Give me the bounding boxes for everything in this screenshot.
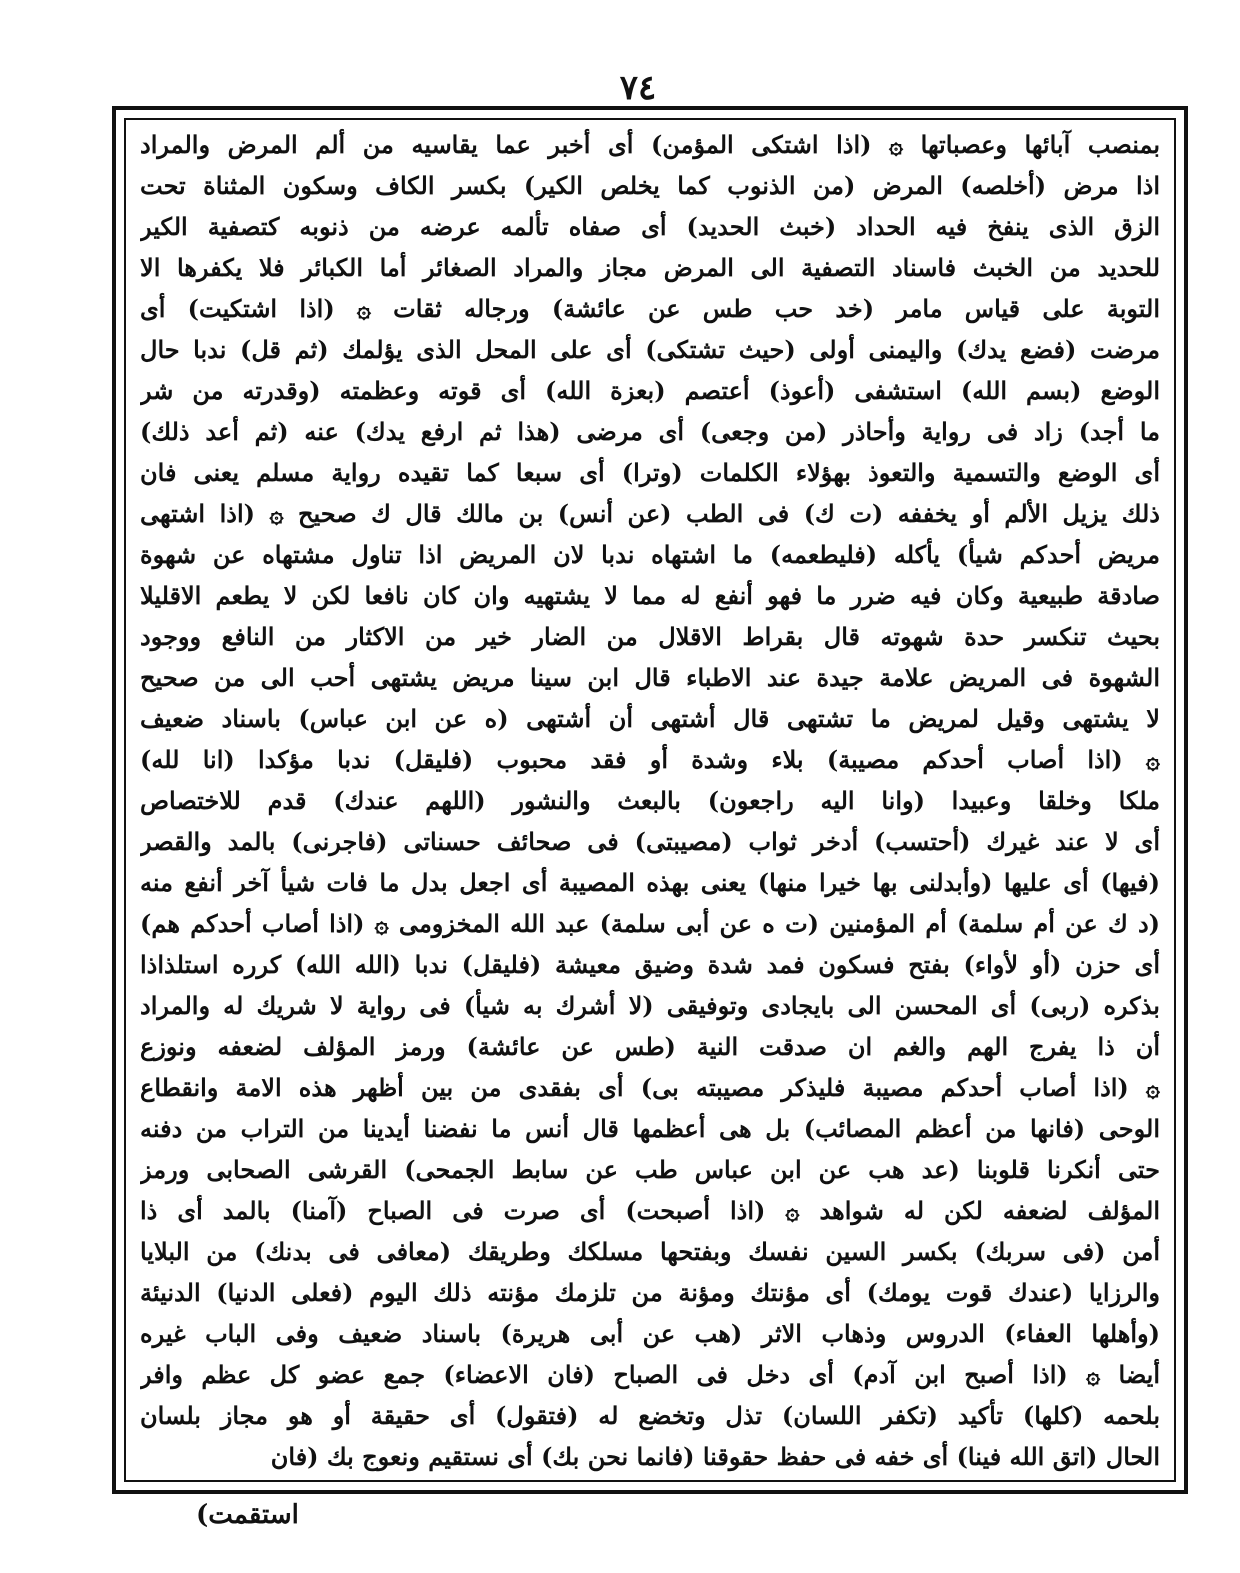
catchword: استقمت) <box>196 1500 299 1530</box>
text-line: حتى أنكرنا قلوبنا (عد هب عن ابن عباس طب عن سابط الجمحى) القرشى الصحابى ورمز <box>140 1155 1160 1184</box>
text-line: ملكا وخلقا وعبيدا (وانا اليه راجعون) بالبعث والنشور (اللهم عندك) قدم للاختصاص <box>140 786 1160 815</box>
text-line: اذا مرض (أخلصه) المرض (من الذنوب كما يخلص الكير) بكسر الكاف وسكون المثناة تحت <box>140 171 1160 200</box>
text-line: والرزايا (عندك قوت يومك) أى مؤنتك ومؤنة من تلزمك مؤنته ذلك اليوم (فعلى الدنيا) الدنيئة <box>140 1278 1160 1307</box>
text-line: أى لا عند غيرك (أحتسب) أدخر ثواب (مصيبتى) فى صحائف حسناتى (فاجرنى) بالمد والقصر <box>140 827 1160 856</box>
text-line: أيضا ۞ (اذا أصبح ابن آدم) أى دخل فى الصباح (فان الاعضاء) جمع عضو كل عظم وافر <box>140 1360 1160 1389</box>
text-line: الزق الذى ينفخ فيه الحداد (خبث الحديد) أى صفاه تألمه عرضه من ذنوبه كتصفية الكير <box>140 212 1160 241</box>
text-line: أن ذا يفرج الهم والغم ان صدقت النية (طس عن عائشة) ورمز المؤلف لضعفه ونوزع <box>140 1032 1160 1061</box>
text-line: أى الوضع والتسمية والتعوذ بهؤلاء الكلمات (وترا) أى سبعا كما تقيده رواية مسلم يعنى فان <box>140 458 1160 487</box>
text-line: للحديد من الخبث فاسناد التصفية الى المرض مجاز والمراد الصغائر أما الكبائر فلا يكفرها الا <box>140 253 1160 282</box>
text-line: بمنصب آبائها وعصباتها ۞ (اذا اشتكى المؤمن) أى أخبر عما يقاسيه من ألم المرض والمراد <box>140 130 1160 159</box>
text-line: الوحى (فانها من أعظم المصائب) بل هى أعظمها قال أنس ما نفضنا أيدينا من التراب من دفنه <box>140 1114 1160 1143</box>
text-line: (د ك عن أم سلمة) أم المؤمنين (ت ه عن أبى سلمة) عبد الله المخزومى ۞ (اذا أصاب أحدكم هم) <box>140 909 1160 938</box>
text-line: أى حزن (أو لأواء) بفتح فسكون فمد شدة وضيق معيشة (فليقل) ندبا (الله الله) كرره استلذاذا <box>140 950 1160 979</box>
text-line: الحال (اتق الله فينا) أى خفه فى حفظ حقوقنا (فانما نحن بك) أى نستقيم ونعوج بك (فان <box>270 1442 1160 1471</box>
text-line: بلحمه (كلها) تأكيد (تكفر اللسان) تذل وتخضع له (فتقول) أى حقيقة أو هو مجاز بلسان <box>140 1401 1160 1430</box>
text-line: بحيث تنكسر حدة شهوته قال بقراط الاقلال من الضار خير من الاكثار من النافع ووجود <box>140 622 1160 651</box>
text-line: بذكره (ربى) أى المحسن الى بايجادى وتوفيقى (لا أشرك به شيأ) فى رواية لا شريك له والمراد <box>140 991 1160 1020</box>
commentary-text-body <box>140 124 1160 1476</box>
text-line: أمن (فى سربك) بكسر السين نفسك وبفتحها مسلكك وطريقك (معافى فى بدنك) من البلايا <box>140 1237 1160 1266</box>
text-line: مرضت (فضع يدك) واليمنى أولى (حيث تشتكى) أى على المحل الذى يؤلمك (ثم قل) ندبا حال <box>140 335 1160 364</box>
text-line: الشهوة فى المريض علامة جيدة عند الاطباء قال ابن سينا مريض يشتهى أحب الى من صحيح <box>140 663 1160 692</box>
page-number: ٧٤ <box>619 68 657 108</box>
text-line: صادقة طبيعية وكان فيه ضرر ما فهو أنفع له مما لا يشتهيه وان كان نافعا لكن لا يطعم الاقليلا <box>140 581 1160 610</box>
text-line: ۞ (اذا أصاب أحدكم مصيبة فليذكر مصيبته بى) أى بفقدى من بين أظهر هذه الامة وانقطاع <box>140 1073 1160 1102</box>
text-line: (فيها) أى عليها (وأبدلنى بها خيرا منها) يعنى بهذه المصيبة أى اجعل بدل ما فات شيأ آخر أنفع منه <box>140 868 1160 897</box>
text-line: التوبة على قياس مامر (خد حب طس عن عائشة) ورجاله ثقات ۞ (اذا اشتكيت) أى <box>140 294 1160 323</box>
text-line: مريض أحدكم شيأ) يأكله (فليطعمه) ما اشتهاه ندبا لان المريض اذا تناول مشتهاه عن شهوة <box>140 540 1160 569</box>
text-line: المؤلف لضعفه لكن له شواهد ۞ (اذا أصبحت) أى صرت فى الصباح (آمنا) بالمد أى ذا <box>140 1196 1160 1225</box>
text-line: ۞ (اذا أصاب أحدكم مصيبة) بلاء وشدة أو فقد محبوب (فليقل) ندبا مؤكدا (انا لله) <box>140 745 1160 774</box>
text-line: ذلك يزيل الألم أو يخففه (ت ك) فى الطب (عن أنس) بن مالك قال ك صحيح ۞ (اذا اشتهى <box>140 499 1160 528</box>
text-line: الوضع (بسم الله) استشفى (أعوذ) أعتصم (بعزة الله) أى قوته وعظمته (وقدرته من شر <box>140 376 1160 405</box>
text-line: لا يشتهى وقيل لمريض ما تشتهى قال أشتهى أن أشتهى (ه عن ابن عباس) باسناد ضعيف <box>140 704 1160 733</box>
text-line: ما أجد) زاد فى رواية وأحاذر (من وجعى) أى مرضى (هذا ثم ارفع يدك) عنه (ثم أعد ذلك) <box>140 417 1160 446</box>
text-line: (وأهلها العفاء) الدروس وذهاب الاثر (هب عن أبى هريرة) باسناد ضعيف وفى الباب غيره <box>140 1319 1160 1348</box>
